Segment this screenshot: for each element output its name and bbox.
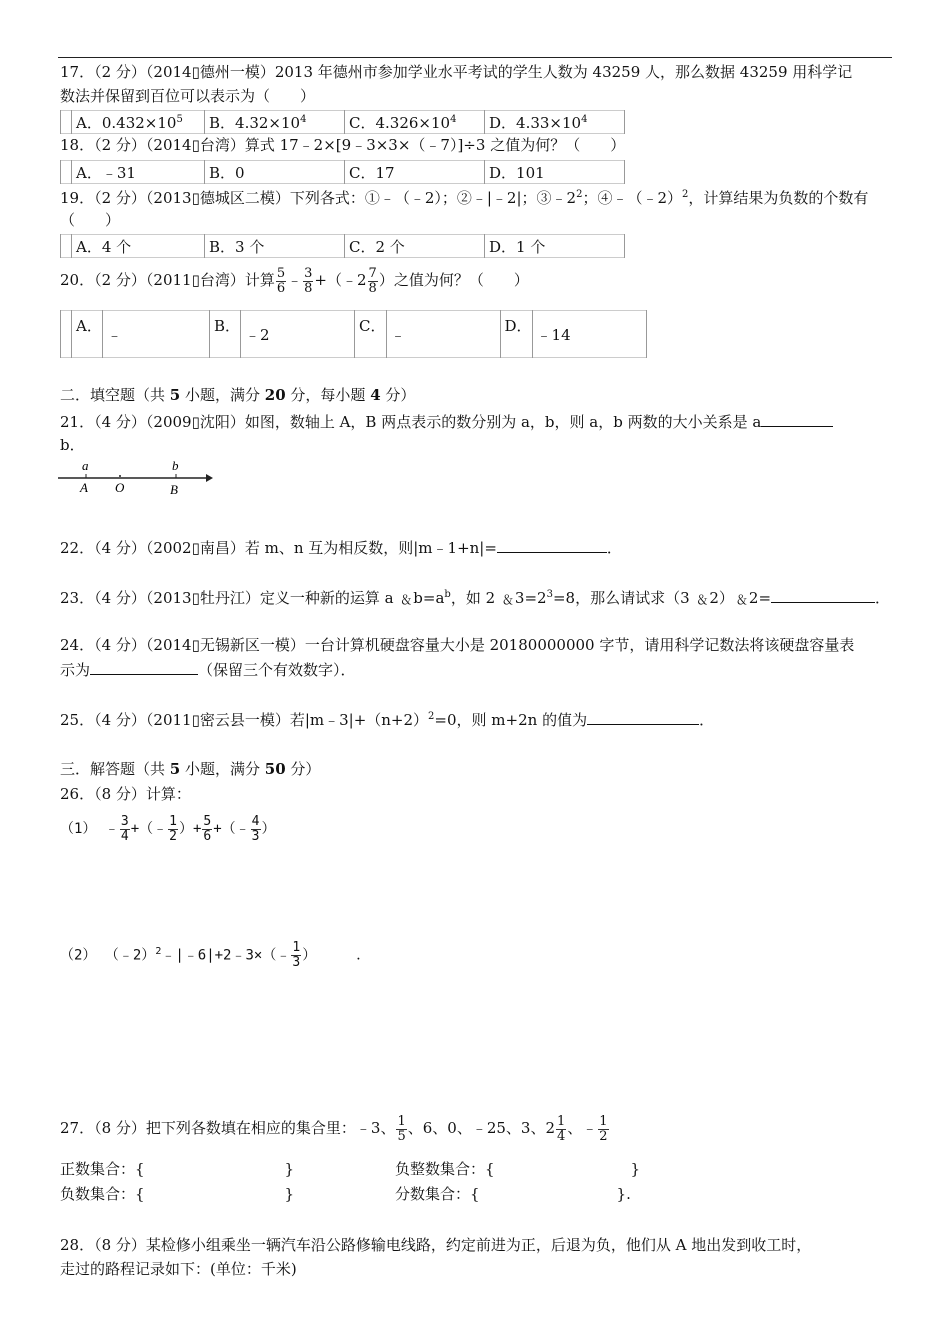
q20-option-d[interactable]: ﹣14 bbox=[532, 311, 646, 358]
q27-stem: 27．（8 分）把下列各数填在相应的集合里：﹣3、 $\frac{1}{5}$ 、6、0、﹣25、3、2 $\frac{1}{4}$ 、﹣ $\frac{1}{2}$ bbox=[60, 1113, 608, 1144]
q17-option-d[interactable]: D．$4.33\times 10^4$ bbox=[485, 111, 625, 134]
q20-option-a[interactable]: ﹣ bbox=[103, 311, 210, 358]
q19-option-c[interactable]: C．2 个 bbox=[345, 235, 485, 258]
q18-option-c[interactable]: C．17 bbox=[345, 161, 485, 184]
q24-stem-line2: 示为 （保留三个有效数字）． bbox=[60, 658, 356, 681]
q20-option-c-letter: C． bbox=[355, 311, 386, 358]
q24-stem-line1: 24．（4 分）（2014▯无锡新区一模）一台计算机硬盘容量大小是 20180000000 字节，请用科学记数法将该硬盘容量表 bbox=[60, 636, 855, 654]
q21-answer-blank[interactable] bbox=[761, 410, 833, 427]
label-b: b bbox=[172, 458, 179, 473]
label-O: O bbox=[115, 480, 125, 495]
q20-option-c[interactable]: ﹣ bbox=[386, 311, 500, 358]
q27-fraction-1: $\frac{1}{5}$ bbox=[397, 1113, 406, 1144]
q24-answer-blank[interactable] bbox=[90, 658, 198, 675]
q20-option-d-letter: D． bbox=[500, 311, 532, 358]
q21-stem-line1: 21．（4 分）（2009▯沈阳）如图，数轴上 A，B 两点表示的数分别为 a，b，则 a，b 两数的大小关系是 a bbox=[60, 410, 833, 433]
q28-stem-line2: 走过的路程记录如下：(单位：千米) bbox=[60, 1260, 297, 1278]
q18-options bbox=[60, 160, 625, 184]
section-3-heading: 三．解答题（共 5 小题，满分 50 分） bbox=[60, 760, 321, 778]
q17-stem-line2: 数法并保留到百位可以表示为（ ） bbox=[60, 87, 316, 105]
q27-set-positive[interactable]: 正数集合：{ } bbox=[60, 1160, 295, 1178]
q26-part2: （2） （﹣2）$^2$﹣|﹣6|+2﹣3×（﹣ $\frac{1}{3}$ ） ． bbox=[60, 940, 371, 971]
q26-p2-fraction: $\frac{1}{3}$ bbox=[292, 940, 301, 971]
q17-option-a[interactable]: A．$0.432\times 10^5$ bbox=[72, 111, 205, 134]
q26-stem: 26．（8 分）计算： bbox=[60, 785, 191, 803]
q26-p1-fraction-2: $\frac{1}{2}$ bbox=[169, 813, 177, 844]
q20-option-b-letter: B． bbox=[210, 311, 241, 358]
q22-stem: 22．（4 分）（2002▯南昌）若 m、n 互为相反数，则|m﹣1+n|= ． bbox=[60, 536, 622, 559]
q20-options bbox=[60, 310, 647, 358]
q28-stem-line1: 28．（8 分）某检修小组乘坐一辆汽车沿公路修输电线路，约定前进为正，后退为负，他们从 A 地出发到收工时， bbox=[60, 1236, 812, 1254]
q25-answer-blank[interactable] bbox=[587, 708, 699, 725]
q26-p1-fraction-4: $\frac{4}{3}$ bbox=[251, 813, 260, 844]
q18-option-b[interactable]: B．0 bbox=[205, 161, 345, 184]
q22-answer-blank[interactable] bbox=[497, 536, 607, 553]
q25-stem: 25．（4 分）（2011▯密云县一模）若$|m﹣3|+(n+2)^2=0$，则 m+2n 的值为 ． bbox=[60, 706, 714, 731]
q18-option-d[interactable]: D．101 bbox=[485, 161, 625, 184]
q19-stem-line1: 19．（2 分）（2013▯德城区二模）下列各式：①﹣（﹣2）；②﹣|﹣2|；$③﹣2^2$；④﹣（﹣2）$^2$，计算结果为负数的个数有 bbox=[60, 189, 869, 207]
label-a: a bbox=[82, 458, 89, 473]
label-B: B bbox=[170, 482, 178, 497]
q19-option-d[interactable]: D．1 个 bbox=[485, 235, 625, 258]
q27-set-fraction[interactable]: 分数集合：{ }. bbox=[395, 1185, 631, 1203]
q17-option-c[interactable]: C．$4.326\times 10^4$ bbox=[345, 111, 485, 134]
q19-option-b[interactable]: B．3 个 bbox=[205, 235, 345, 258]
q20-stem: 20．（2 分）（2011▯台湾）计算 $\frac{5}{6}$ ﹣ $\frac{3}{8}$ +（﹣2 $\frac{7}{8}$ ）之值为何？（ ） bbox=[60, 265, 529, 296]
q23-answer-blank[interactable] bbox=[771, 586, 875, 603]
q17-stem-line1: 17．（2 分）（2014▯德州一模）2013 年德州市参加学业水平考试的学生人数为 43259 人，那么数据 43259 用科学记 bbox=[60, 63, 853, 81]
q20-fraction-3: $\frac{7}{8}$ bbox=[368, 265, 377, 296]
header-rule bbox=[58, 57, 892, 58]
q26-p1-fraction-3: $\frac{5}{6}$ bbox=[203, 813, 212, 844]
q20-fraction-2: $\frac{3}{8}$ bbox=[304, 265, 313, 296]
q17-options bbox=[60, 110, 625, 134]
q23-stem: 23．（4 分）（2013▯牡丹江）定义一种新的运算 a $﹠b=a^b$，如 2 $﹠3=2^3=8$，那么请试求（3 ﹠2）﹠2= ． bbox=[60, 584, 890, 609]
number-line-figure bbox=[58, 458, 213, 498]
q19-options bbox=[60, 234, 625, 258]
q27-fraction-3: $\frac{1}{2}$ bbox=[599, 1113, 608, 1144]
arrow-head-icon bbox=[206, 474, 213, 482]
q18-option-a[interactable]: A．﹣31 bbox=[72, 161, 205, 184]
q17-option-b[interactable]: B．$4.32\times 10^4$ bbox=[205, 111, 345, 134]
q18-stem: 18．（2 分）（2014▯台湾）算式 17﹣2×[9﹣3×3×（﹣7）]÷3 之值为何？（ ） bbox=[60, 136, 626, 154]
q20-option-a-letter: A． bbox=[72, 311, 103, 358]
q26-part1: （1） ﹣ $\frac{3}{4}$ +（﹣ $\frac{1}{2}$ ）+ $\frac{5}{6}$ +（﹣ $\frac{4}{3}$ ） bbox=[60, 813, 276, 844]
q26-p1-fraction-1: $\frac{3}{4}$ bbox=[120, 813, 129, 844]
q21-stem-line2: b． bbox=[60, 436, 85, 454]
q20-option-b[interactable]: ﹣2 bbox=[241, 311, 355, 358]
label-A: A bbox=[80, 480, 88, 495]
q19-option-a[interactable]: A．4 个 bbox=[72, 235, 205, 258]
q27-fraction-2: $\frac{1}{4}$ bbox=[557, 1113, 566, 1144]
origin-dot bbox=[119, 475, 121, 477]
q27-set-negative[interactable]: 负数集合：{ } bbox=[60, 1185, 295, 1203]
q20-fraction-1: $\frac{5}{6}$ bbox=[276, 265, 286, 296]
q27-set-negative-integer[interactable]: 负整数集合：{ } bbox=[395, 1160, 641, 1178]
section-2-heading: 二．填空题（共 5 小题，满分 20 分，每小题 4 分） bbox=[60, 386, 416, 404]
q19-stem-line2: （ ） bbox=[60, 211, 121, 229]
